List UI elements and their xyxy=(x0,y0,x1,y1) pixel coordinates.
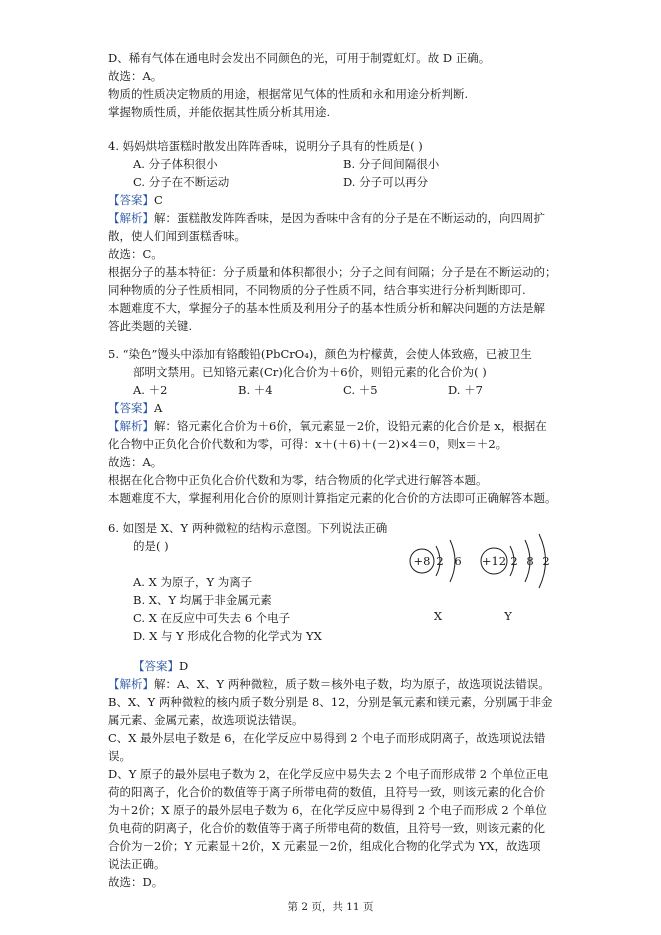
q6-answer xyxy=(133,658,188,674)
q5-analysis-line: 故选：A。 xyxy=(108,455,163,469)
analysis-tag: 【解析】 xyxy=(108,419,154,433)
q4-analysis-line: 散，使人们闻到蛋糕香味。 xyxy=(108,229,246,243)
q6-analysis-line: 为＋2价；X 原子的最外层电子数为 6，在化学反应中易得到 2 个电子而形成 2 个单位 xyxy=(108,803,547,817)
q5-answer xyxy=(108,400,162,416)
q4-analysis-line: 同种物质的分子性质相同，不同物质的分子性质不同，结合事实进行分析判断即可. xyxy=(108,283,526,297)
text-line: 故选：A。 xyxy=(108,69,163,83)
y-nucleus-charge: +12 xyxy=(481,554,507,568)
q6-analysis-line: 荷的阳离子，化合价的数值等于离子所带电荷的数值，且符号一致，则该元素的化合价 xyxy=(108,785,545,799)
analysis-text: 解：铬元素化合价为＋6价，氧元素显－2价，设铅元素的化合价是 x，根据在 xyxy=(154,419,547,433)
page-number-footer: 第 2 页，共 11 页 xyxy=(287,901,374,913)
q6-analysis-line xyxy=(108,676,550,692)
answer-value: C xyxy=(154,193,163,207)
text-line: 掌握物质性质，并能依据其性质分析其用途. xyxy=(108,105,331,119)
q6-analysis-line: 故选：D。 xyxy=(108,875,164,889)
atomic-structure-diagram xyxy=(400,528,580,628)
q6-option-b: B. X、Y 均属于非金属元素 xyxy=(133,593,272,607)
q4-analysis-line xyxy=(108,210,545,226)
answer-tag: 【答案】 xyxy=(108,193,154,207)
q6-option-d: D. X 与 Y 形成化合物的化学式为 YX xyxy=(133,629,322,643)
q5-analysis-line: 本题难度不大，掌握利用化合价的原则计算指定元素的化合价的方法即可正确解答本题。 xyxy=(108,491,557,505)
question-6-stem: 6. 如图是 X、Y 两种微粒的结构示意图。下列说法正确 xyxy=(108,521,388,535)
q6-option-c: C. X 在反应中可失去 6 个电子 xyxy=(133,611,291,625)
question-5-stem: 5. “染色”馒头中添加有铬酸铅(PbCrO₄)，颜色为柠檬黄，会使人体致癌，已被卫生 xyxy=(108,347,532,361)
q6-analysis-line: B、X、Y 两种微粒的核内质子数分别是 8、12，分别是氧元素和镁元素，分别属于非金 xyxy=(108,695,553,709)
q4-option-c: C. 分子在不断运动 xyxy=(133,175,230,189)
analysis-tag: 【解析】 xyxy=(108,677,154,691)
y-shell-electrons: 2 xyxy=(510,554,518,568)
x-label: X xyxy=(433,609,443,623)
q5-analysis-line xyxy=(108,418,547,434)
q4-analysis-line: 根据分子的基本特征：分子质量和体积都很小；分子之间有间隔；分子是在不断运动的； xyxy=(108,265,557,279)
y-shell-electrons: 8 xyxy=(526,554,534,568)
x-nucleus-charge: +8 xyxy=(413,554,431,568)
q5-option-c: C. ＋5 xyxy=(343,383,378,397)
q5-option-a: A. ＋2 xyxy=(133,383,168,397)
q4-analysis-line: 本题难度不大，掌握分子的基本性质及利用分子的基本性质分析和解决问题的方法是解 xyxy=(108,301,545,315)
q5-analysis-line: 根据在化合物中正负化合价代数和为零，结合物质的化学式进行解答本题。 xyxy=(108,473,488,487)
analysis-text: 解：A、X、Y 两种微粒，质子数＝核外电子数，均为原子，故选项说法错误。 xyxy=(154,677,550,691)
q6-analysis-line: C、X 最外层电子数是 6，在化学反应中易得到 2 个电子而形成阴离子，故选项说法错 xyxy=(108,731,546,745)
answer-value: A xyxy=(154,401,163,415)
question-5-stem-cont: 部明文禁用。已知铬元素(Cr)化合价为＋6价，则铅元素的化合价为( ) xyxy=(133,365,487,379)
x-shell-electrons: 6 xyxy=(454,554,462,568)
q5-option-d: D. ＋7 xyxy=(448,383,483,397)
answer-tag: 【答案】 xyxy=(108,401,154,415)
q4-option-a: A. 分子体积很小 xyxy=(133,157,218,171)
answer-tag: 【答案】 xyxy=(133,659,179,673)
q4-answer xyxy=(108,192,163,208)
question-6-stem-cont: 的是( ) xyxy=(133,539,169,553)
analysis-tag: 【解析】 xyxy=(108,211,154,225)
q4-analysis-line: 故选：C。 xyxy=(108,247,163,261)
q4-option-b: B. 分子间间隔很小 xyxy=(343,157,440,171)
q4-analysis-line: 答此类题的关键. xyxy=(108,319,193,333)
answer-value: D xyxy=(179,659,189,673)
q6-analysis-line: D、Y 原子的最外层电子数为 2，在化学反应中易失去 2 个电子而形成带 2 个单位正电 xyxy=(108,767,549,781)
y-label: Y xyxy=(504,609,512,623)
x-shell-electrons: 2 xyxy=(436,554,444,568)
q4-option-d: D. 分子可以再分 xyxy=(343,175,429,189)
q6-analysis-line: 说法正确。 xyxy=(108,857,166,871)
q6-analysis-line: 误。 xyxy=(108,749,131,763)
q5-option-b: B. ＋4 xyxy=(238,383,273,397)
q6-analysis-line: 负电荷的阴离子，化合价的数值等于离子所带电荷的数值，且符号一致，则该元素的化 xyxy=(108,821,545,835)
y-shell-electrons: 2 xyxy=(542,554,550,568)
analysis-text: 解：蛋糕散发阵阵香味，是因为香味中含有的分子是在不断运动的，向四周扩 xyxy=(154,211,545,225)
q6-analysis-line: 合价为－2价；Y 元素显＋2价，X 元素显－2价，组成化合物的化学式为 YX，故选项 xyxy=(108,839,541,853)
question-4-stem: 4. 妈妈烘培蛋糕时散发出阵阵香味，说明分子具有的性质是( ) xyxy=(108,139,423,153)
q6-option-a: A. X 为原子，Y 为离子 xyxy=(133,575,253,589)
q6-analysis-line: 属元素、金属元素，故选项说法错误。 xyxy=(108,713,304,727)
text-line: 物质的性质决定物质的用途，根据常见气体的性质和永和用途分析判断. xyxy=(108,87,469,101)
q5-analysis-line: 化合物中正负化合价代数和为零，可得：x＋(＋6)＋(－2)×4＝0，则x＝＋2。 xyxy=(108,437,508,451)
text-line: D、稀有气体在通电时会发出不同颜色的光，可用于制霓虹灯。故 D 正确。 xyxy=(108,51,491,65)
